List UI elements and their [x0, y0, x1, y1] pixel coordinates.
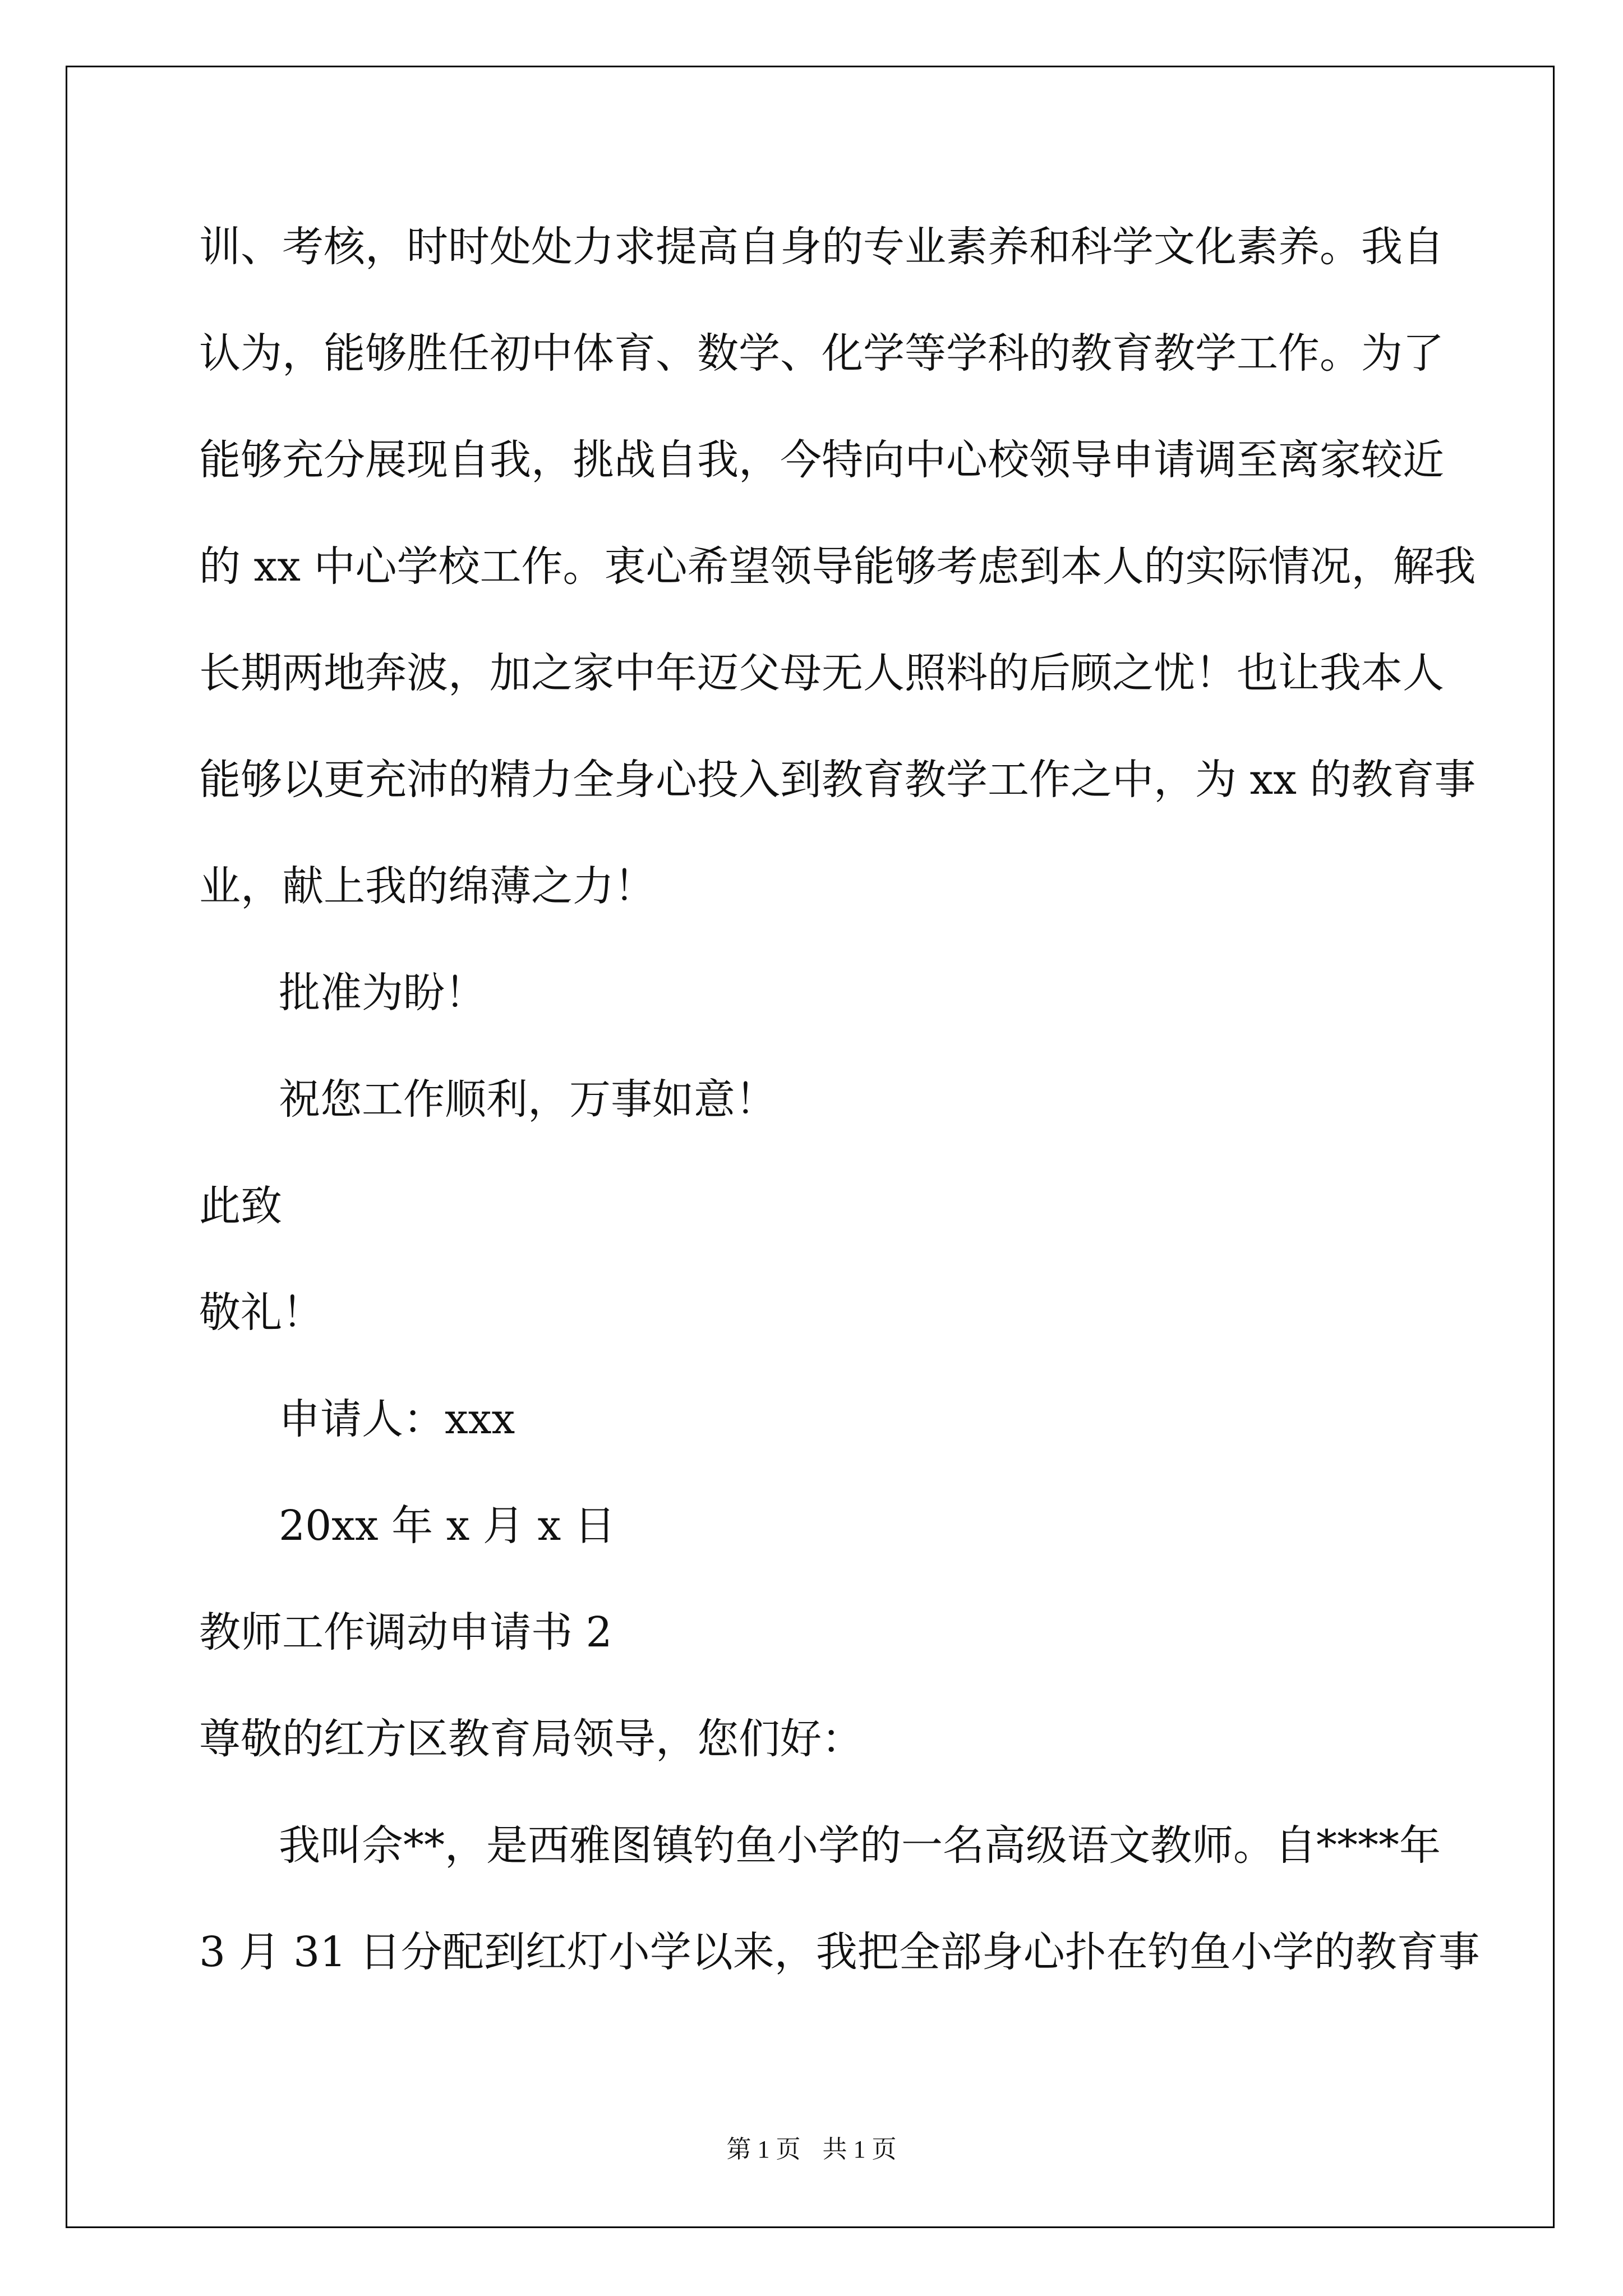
body-line: 训、考核，时时处处力求提高自身的专业素养和科学文化素养。我自	[199, 223, 1444, 271]
date-line: 20xx 年 x 月 x 日	[279, 1502, 616, 1550]
applicant-signature: 申请人：xxx	[279, 1395, 515, 1443]
greeting-line: 尊敬的红方区教育局领导，您们好：	[199, 1715, 863, 1763]
body-line: 的 xx 中心学校工作。衷心希望领导能够考虑到本人的实际情况，解我	[199, 542, 1476, 591]
body-line: 我叫佘**，是西雅图镇钓鱼小学的一名高级语文教师。自****年	[279, 1821, 1441, 1870]
section-title: 教师工作调动申请书 2	[199, 1608, 612, 1657]
page-footer	[0, 2129, 1623, 2165]
salutation-line: 敬礼！	[199, 1289, 324, 1337]
body-line: 长期两地奔波，加之家中年迈父母无人照料的后顾之忧！也让我本人	[199, 649, 1444, 697]
body-line: 业，献上我的绵薄之力！	[199, 862, 656, 910]
approval-line: 批准为盼！	[279, 969, 486, 1017]
body-line: 3 月 31 日分配到红灯小学以来，我把全部身心扑在钓鱼小学的教育事	[199, 1928, 1480, 1976]
page-total: 共 1 页	[822, 2136, 897, 2163]
body-line: 认为，能够胜任初中体育、数学、化学等学科的教育教学工作。为了	[199, 329, 1444, 378]
page-border	[66, 66, 1555, 2228]
wishes-line: 祝您工作顺利，万事如意！	[279, 1075, 777, 1124]
page-number: 第 1 页	[726, 2136, 801, 2163]
salutation-line: 此致	[199, 1182, 282, 1230]
body-line: 能够充分展现自我，挑战自我，今特向中心校领导申请调至离家较近	[199, 436, 1444, 484]
body-line: 能够以更充沛的精力全身心投入到教育教学工作之中，为 xx 的教育事	[199, 756, 1476, 804]
